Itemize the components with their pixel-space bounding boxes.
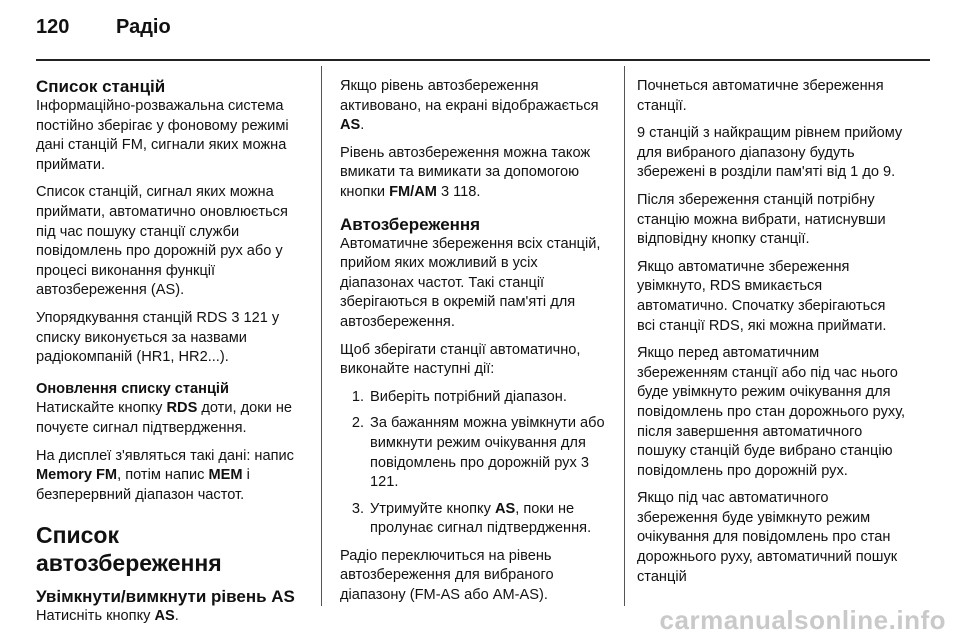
display-text-mem: MEM — [208, 467, 243, 484]
heading-as-on-off: Увімкнути/вимкнути рівень AS — [36, 587, 295, 607]
button-label-as: AS — [154, 608, 175, 625]
paragraph: Упорядкування станцій RDS 3 121 у списку виконується за назвами радіокомпаній (HR1, HR2...). — [36, 309, 280, 366]
page-number: 120 — [36, 16, 70, 38]
heading-autosave: Автозбереження — [340, 214, 481, 234]
paragraph: Після збереження станцій потрібну станцію можна вибрати, натиснувши відповідну кнопку станції. — [637, 191, 886, 248]
paragraph: Радіо переключиться на рівень автозбереження для вибраного діапазону (FM-AS або AM-AS). — [340, 547, 554, 604]
paragraph: Рівень автозбереження можна також вмикати та вимикати за допомогою кнопки FM/AM 3 118. — [340, 144, 591, 200]
list-item: 3. Утримуйте кнопку AS, поки не пролунає сигнал підтвердження. — [351, 500, 592, 537]
paragraph: Почнеться автоматичне збереження станції. — [637, 78, 884, 114]
display-text-as: AS — [340, 117, 361, 134]
ref-arrow-icon: 3 — [440, 183, 450, 200]
heading-update-list: Оновлення списку станцій — [36, 380, 229, 397]
steps-list — [340, 388, 614, 539]
paragraph: Якщо перед автоматичним збереженням станції або під час нього буде увімкнуто режим очікування для повідомлень про стан дорожнього руху, після завершення автоматичного пошуку станцій буде вибрано станцію повідомлень про дорожній рух. — [637, 345, 906, 479]
section-title: Радіо — [116, 16, 171, 38]
paragraph: 9 станцій з найкращим рівнем прийому для вибраного діапазону будуть збережені в розділи пам'яті від 1 до 9. — [637, 125, 903, 181]
watermark: carmanualsonline.info — [659, 605, 946, 635]
list-item: 2. За бажанням можна увімкнути або вимкнути режим очікування для повідомлень про дорожній рух 3 121. — [351, 415, 605, 491]
button-label-rds: RDS — [166, 400, 198, 417]
ref-arrow-icon: 3 — [580, 454, 589, 471]
column-divider-2 — [624, 66, 625, 606]
heading-autosave-list: Список автозбереження — [36, 522, 222, 577]
display-text-memory-fm: Memory FM — [36, 467, 118, 484]
paragraph: Інформаційно-розважальна система постійно зберігає у фоновому режимі дані станцій FM, сигнали яких можна приймати. — [36, 98, 289, 173]
paragraph: Натискайте кнопку RDS доти, доки не почуєте сигнал підтвердження. — [36, 400, 293, 436]
column-2 — [340, 77, 614, 614]
page-ref[interactable]: 121 — [243, 309, 268, 326]
paragraph: Натисніть кнопку AS. — [36, 608, 179, 625]
column-divider-1 — [321, 66, 322, 606]
button-label-as: AS — [494, 500, 516, 517]
paragraph: Список станцій, сигнал яких можна приймати, автоматично оновлюється під час пошуку станції служби повідомлень про дорожній рух або у процесі виконання функції автозбереження (AS). — [36, 184, 288, 299]
paragraph: Якщо рівень автозбереження активовано, на екрані відображається AS. — [340, 78, 599, 134]
heading-station-list: Список станцій — [36, 77, 166, 96]
paragraph: Щоб зберігати станції автоматично, виконайте наступні дії: — [340, 341, 581, 378]
header-rule — [36, 59, 930, 61]
ref-arrow-icon: 3 — [231, 309, 240, 326]
paragraph: Автоматичне збереження всіх станцій, прийом яких можливий в усіх діапазонах частот. Такі станції зберігаються в окремій пам'яті для автозбереження. — [340, 235, 601, 330]
list-item: 1. Виберіть потрібний діапазон. — [351, 388, 567, 405]
paragraph: На дисплеї з'являться такі дані: напис Memory FM, потім напис MEM і безперервний діапазон частот. — [36, 447, 294, 503]
page-ref[interactable]: 118. — [453, 183, 481, 200]
column-1 — [36, 77, 308, 635]
page-ref[interactable]: 121. — [370, 474, 399, 491]
paragraph: Якщо автоматичне збереження увімкнуто, RDS вмикається автоматично. Спочатку зберігаються всі станції RDS, які можна приймати. — [637, 258, 887, 334]
paragraph: Якщо під час автоматичного збереження буде увімкнуто режим очікування для повідомлень про стан дорожнього руху, автоматичний пошук станцій — [637, 490, 898, 585]
column-3 — [637, 77, 907, 595]
button-label-fm-am: FM/AM — [389, 183, 437, 200]
